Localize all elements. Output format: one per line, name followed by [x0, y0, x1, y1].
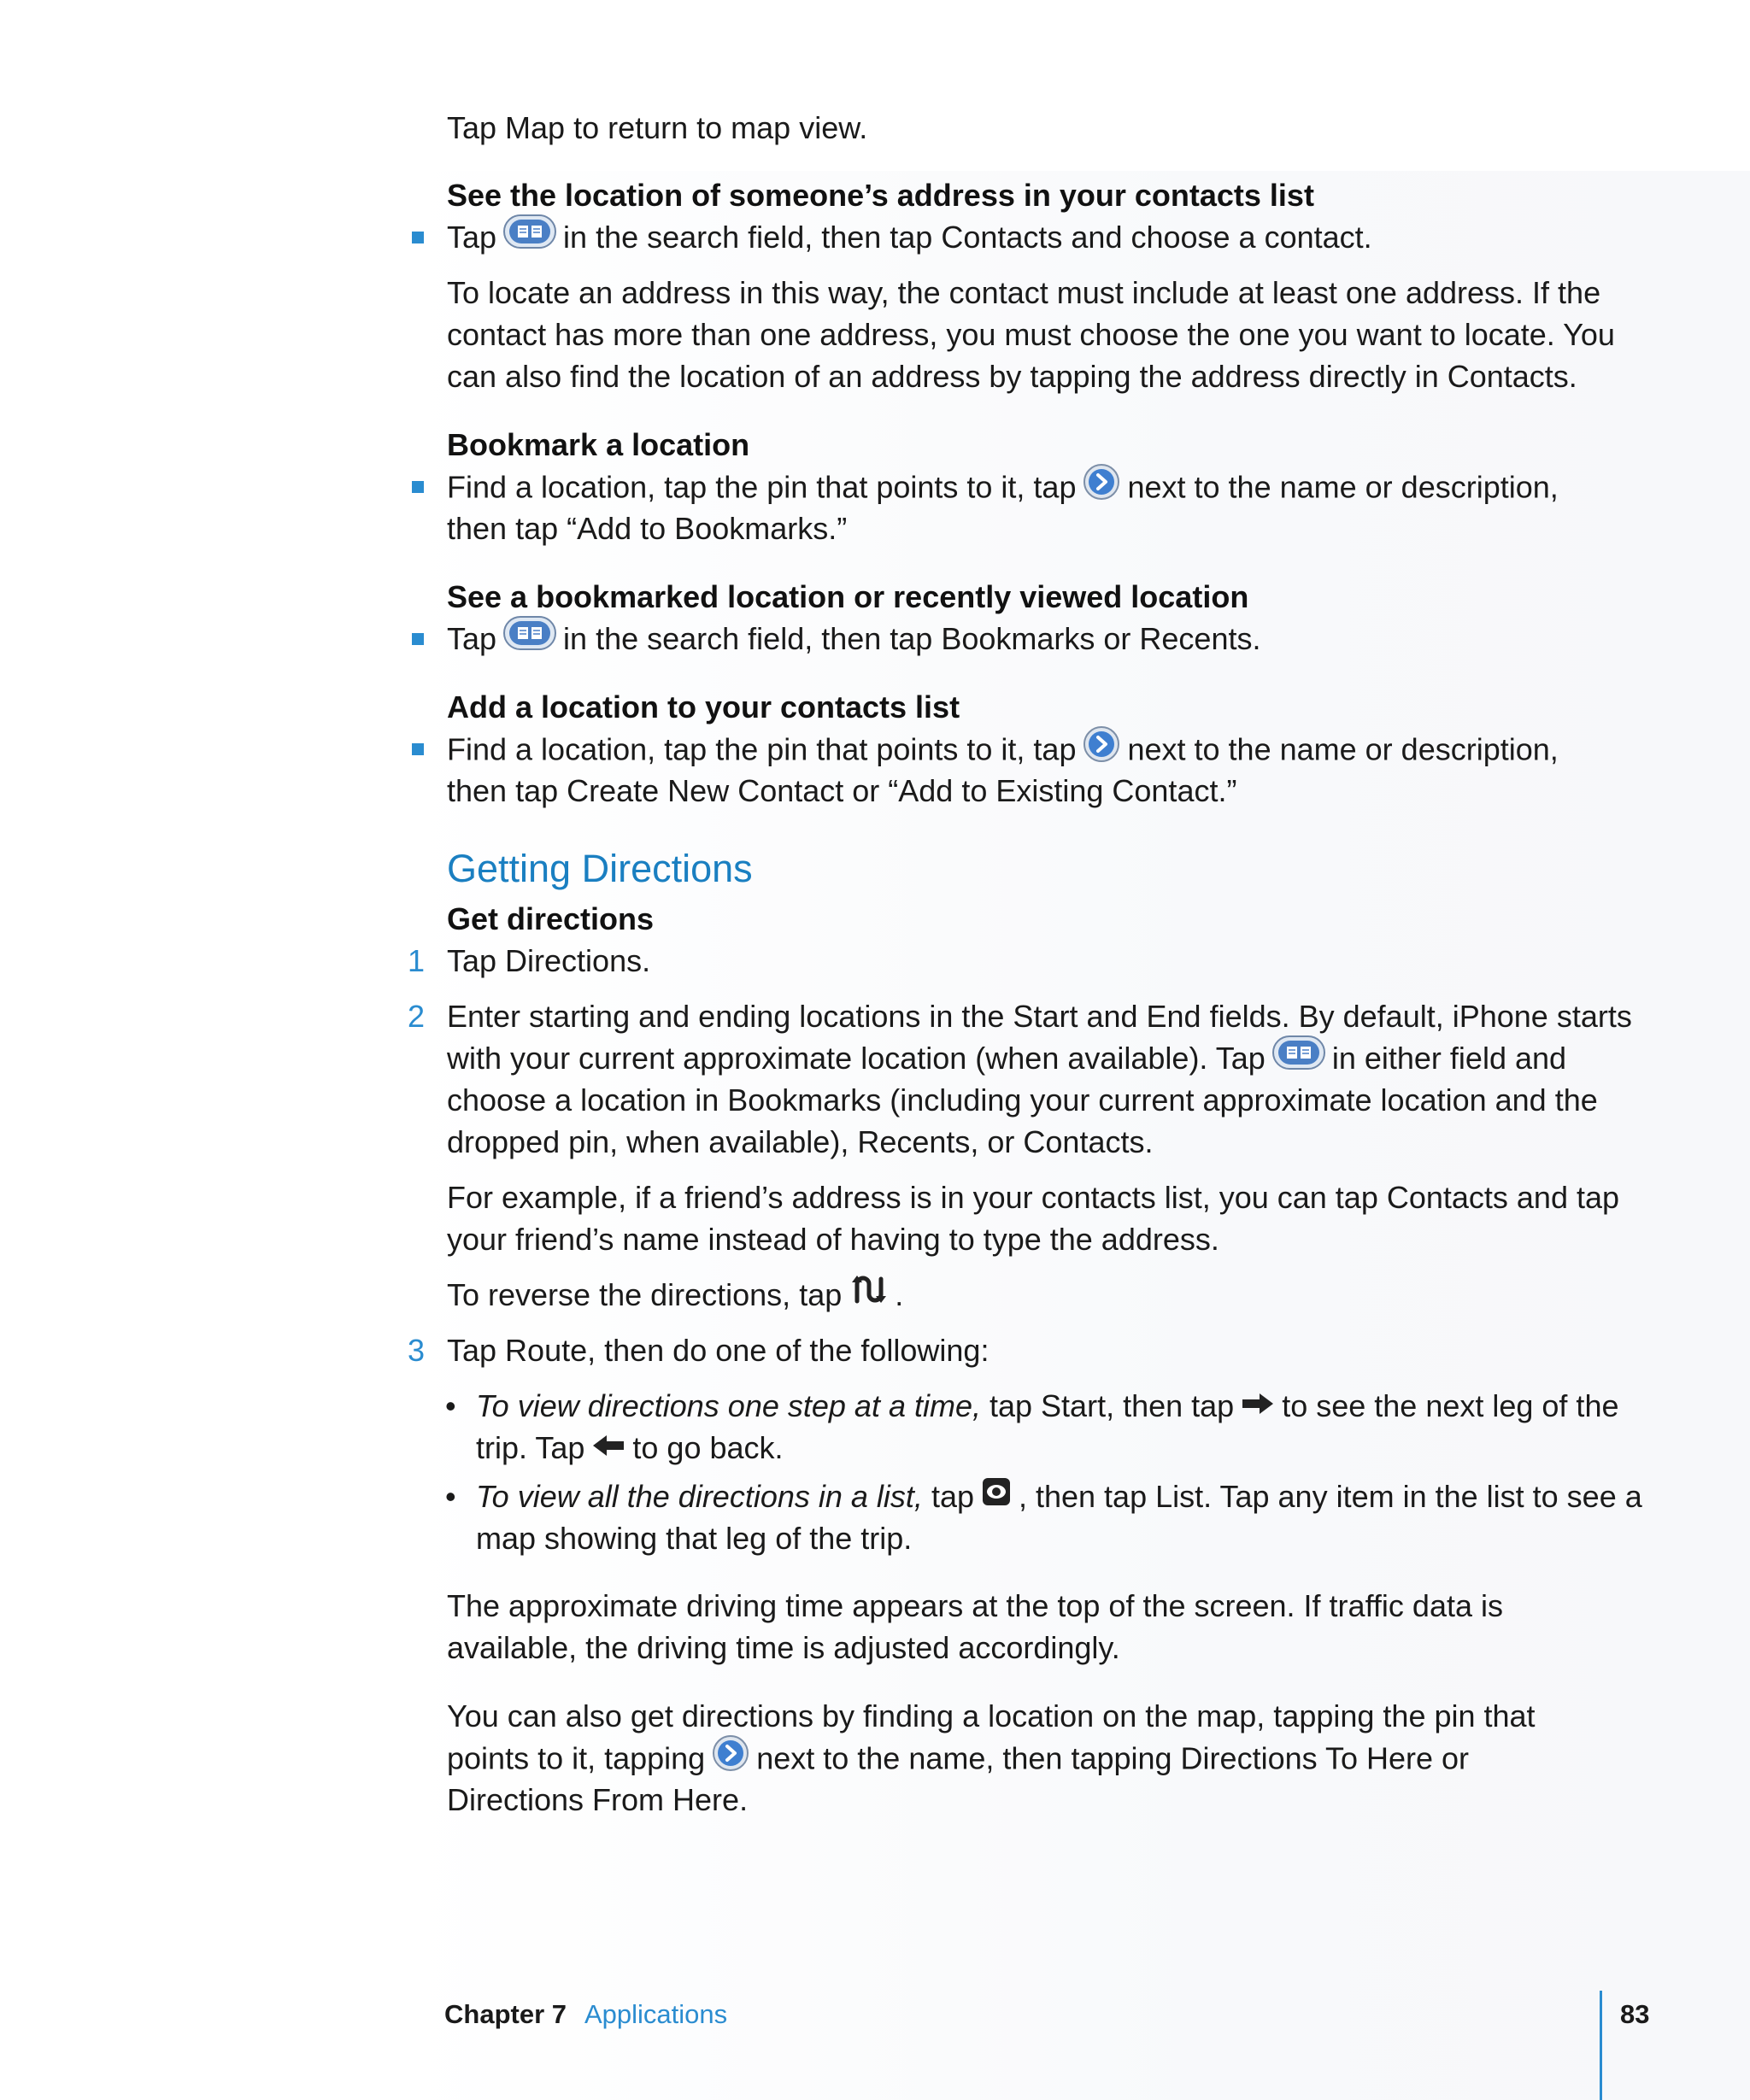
sub-bullet-text: to see the next leg of the [1282, 1388, 1619, 1423]
detail-disclosure-icon [1083, 463, 1120, 511]
body-text-part: To reverse the directions, tap [447, 1277, 843, 1312]
bullet-text: Find a location, tap the pin that points to it, tap [447, 469, 1077, 505]
bullet-text: in the search field, then tap Contacts and choose a contact. [563, 220, 1372, 255]
body-text [447, 1274, 903, 1319]
step-text-part: in either field and [1331, 1041, 1567, 1076]
sub-bullet-text: tap [931, 1479, 974, 1514]
body-text: You can also get directions by finding a location on the map, tapping the pin that [447, 1698, 1536, 1733]
body-text: To locate an address in this way, the contact must include at least one address. If the [447, 275, 1601, 310]
italic-text: To view directions one step at a time, [476, 1388, 981, 1423]
bullet-item [447, 466, 1559, 513]
body-text: Tap Map to return to map view. [447, 110, 868, 145]
detail-disclosure-icon [1083, 725, 1120, 773]
body-text: can also find the location of an address by tapping the address directly in Contacts. [447, 359, 1577, 394]
body-text: Directions From Here. [447, 1782, 749, 1817]
sub-bullet-item [476, 1385, 1618, 1429]
step-number: 1 [408, 943, 426, 978]
bullet-text: in the search field, then tap Bookmarks or Recents. [563, 621, 1261, 656]
detail-disclosure-icon [712, 1734, 749, 1782]
body-text-part: next to the name, then tapping Directions To Here or [756, 1740, 1470, 1776]
step-number: 2 [408, 999, 426, 1034]
bullet-square [412, 743, 424, 755]
sub-bullet-item: map showing that leg of the trip. [476, 1521, 913, 1556]
left-arrow-icon [591, 1427, 625, 1469]
bullet-item [447, 216, 1372, 261]
bullet-item [447, 618, 1260, 663]
step-text: Tap Route, then do one of the following: [447, 1333, 990, 1368]
section-heading: Getting Directions [447, 847, 753, 890]
bullet-square [412, 633, 424, 645]
bullet-text: Tap [447, 621, 497, 656]
body-text: then tap Create New Contact or “Add to Existing Contact.” [447, 773, 1237, 808]
reverse-arrows-icon [849, 1272, 888, 1317]
sub-bullet: • [445, 1388, 456, 1423]
body-text-part: . [895, 1277, 904, 1312]
step-text: choose a location in Bookmarks (including your current approximate location and the [447, 1082, 1598, 1117]
bullet-text: next to the name or description, [1127, 731, 1559, 767]
italic-text: To view all the directions in a list, [476, 1479, 923, 1514]
subheading-contacts: See the location of someone’s address in your contacts list [447, 178, 1314, 213]
step-text [447, 1037, 1566, 1082]
step-text-part: with your current approximate location (when available). Tap [447, 1041, 1266, 1076]
subheading-bookmark: Bookmark a location [447, 427, 750, 462]
body-text: then tap “Add to Bookmarks.” [447, 511, 848, 546]
footer-chapter: Chapter 7 [444, 1999, 567, 2029]
bookmarks-icon [503, 214, 556, 259]
bullet-text: Find a location, tap the pin that points to it, tap [447, 731, 1077, 767]
sub-bullet-text: , then tap List. Tap any item in the list to see a [1018, 1479, 1642, 1514]
footer-divider [1600, 1991, 1602, 2100]
body-text: contact has more than one address, you must choose the one you want to locate. You [447, 317, 1615, 352]
bookmarks-icon [1272, 1035, 1325, 1080]
subheading-get-directions: Get directions [447, 901, 655, 936]
bullet-square [412, 232, 424, 243]
sub-bullet-text: to go back. [632, 1430, 784, 1465]
body-text: your friend’s name instead of having to type the address. [447, 1222, 1219, 1257]
sub-bullet-text: trip. Tap [476, 1430, 585, 1465]
subheading-see-bookmark: See a bookmarked location or recently viewed location [447, 579, 1249, 614]
bullet-text: next to the name or description, [1127, 469, 1559, 505]
body-text: The approximate driving time appears at the top of the screen. If traffic data is [447, 1588, 1503, 1623]
body-text: For example, if a friend’s address is in your contacts list, you can tap Contacts and tap [447, 1180, 1620, 1215]
bookmarks-icon [503, 616, 556, 660]
right-arrow-icon [1241, 1385, 1275, 1427]
body-text-part: points to it, tapping [447, 1740, 706, 1776]
sub-bullet-item [476, 1427, 784, 1471]
bullet-text: Tap [447, 220, 497, 255]
bullet-item [447, 728, 1559, 776]
step-text: dropped pin, when available), Recents, or Contacts. [447, 1124, 1154, 1159]
bullet-square [412, 481, 424, 493]
body-text: available, the driving time is adjusted accordingly. [447, 1630, 1120, 1665]
page-number: 83 [1620, 1999, 1650, 2029]
sub-bullet-text: tap Start, then tap [990, 1388, 1235, 1423]
subheading-add-contact: Add a location to your contacts list [447, 689, 960, 724]
step-text: Tap Directions. [447, 943, 651, 978]
footer-section-link[interactable]: Applications [584, 1999, 728, 2029]
step-text: Enter starting and ending locations in the Start and End fields. By default, iPhone starts [447, 999, 1632, 1034]
page-curl-icon [981, 1475, 1012, 1517]
sub-bullet-item [476, 1475, 1642, 1520]
step-number: 3 [408, 1333, 426, 1368]
sub-bullet: • [445, 1479, 456, 1514]
body-text [447, 1737, 1469, 1785]
